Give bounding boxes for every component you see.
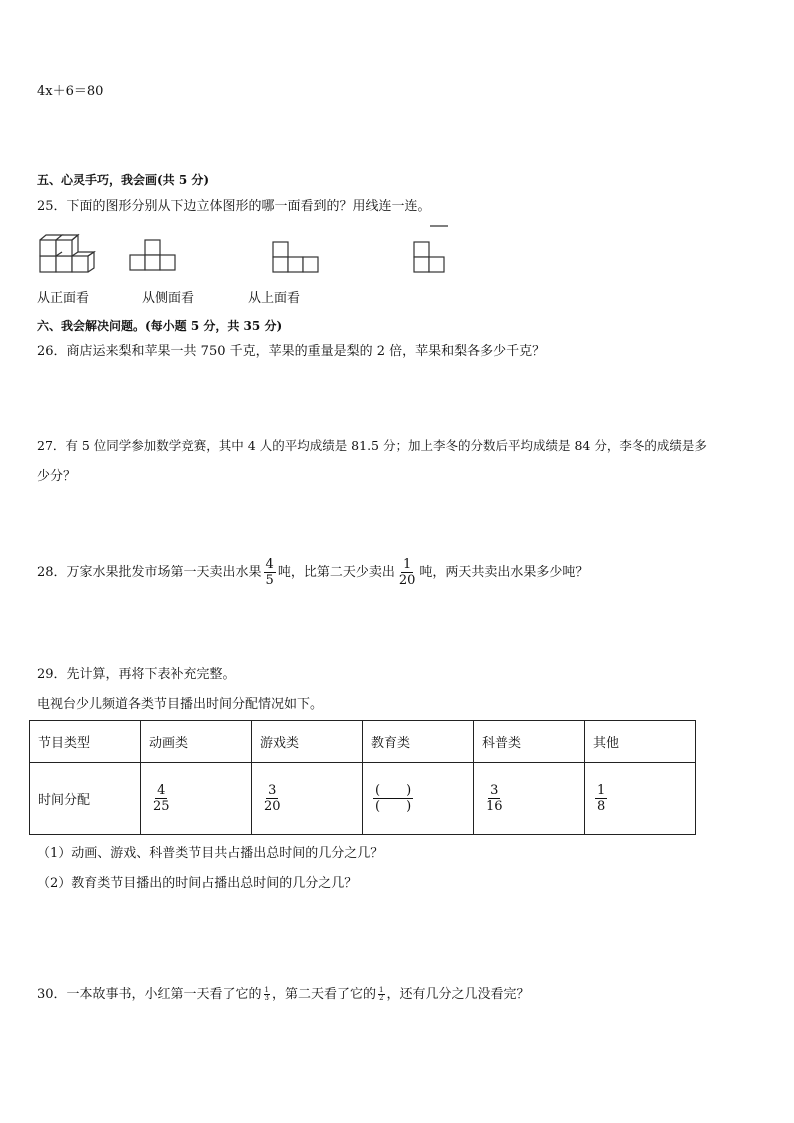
question-25: 25．下面的图形分别从下边立体图形的哪一面看到的？用线连一连。 (37, 199, 431, 214)
table-cell-type: 动画类 (141, 721, 252, 763)
fraction-one-half (378, 987, 384, 1002)
fraction-denominator: 3 (264, 994, 270, 1002)
view-figure-c (414, 240, 450, 280)
table-cell-type: 游戏类 (252, 721, 363, 763)
section-5-heading: 五、心灵手巧，我会画(共 5 分) (37, 173, 210, 187)
question-29-line-1: 29．先计算，再将下表补充完整。 (37, 667, 236, 682)
fraction-denominator: 5 (265, 573, 274, 588)
fraction-numerator: 4 (157, 783, 166, 798)
fraction-denominator: 20 (398, 573, 416, 588)
fraction (151, 784, 172, 813)
solid-figure (38, 232, 102, 276)
fraction-one-twentieth (397, 558, 418, 587)
question-28 (37, 556, 588, 590)
fraction-numerator-blank[interactable]: ( ) (375, 783, 412, 798)
question-29-sub-2: （2）教育类节目播出的时间占播出总时间的几分之几？ (37, 876, 358, 891)
table-header-cell: 节目类型 (30, 721, 141, 763)
table-row-types (30, 721, 696, 763)
table-cell-type: 其他 (585, 721, 696, 763)
question-27-line-1: 27．有 5 位同学参加数学竞赛，其中 4 人的平均成绩是 81.5 分；加上李冬的分数后平均成绩是 84 分，李冬的成绩是多 (37, 438, 707, 453)
table-cell-fraction (141, 763, 252, 835)
fraction-denominator: 2 (379, 994, 384, 1002)
view-label-front: 从正面看 (37, 291, 90, 306)
table-cell-type: 科普类 (474, 721, 585, 763)
table-cell-fraction (474, 763, 585, 835)
question-28-text-2: 吨，比第二天少卖出 (277, 565, 395, 580)
question-30-text-2: ，第二天看了它的 (272, 987, 377, 1002)
table-cell-fraction (585, 763, 696, 835)
fraction-numerator: 1 (264, 986, 270, 994)
question-30-text-1: 30．一本故事书，小红第一天看了它的 (37, 987, 262, 1002)
fraction (484, 784, 505, 813)
blank-fraction[interactable] (373, 784, 413, 813)
table-cell-fraction-blank (363, 763, 474, 835)
question-28-text-3: 吨，两天共卖出水果多少吨？ (419, 565, 589, 580)
fraction-numerator: 1 (597, 783, 606, 798)
view-label-side: 从侧面看 (142, 291, 195, 306)
table-header-cell: 时间分配 (30, 763, 141, 835)
fraction-denominator-blank[interactable]: ( ) (375, 799, 412, 814)
fraction (595, 784, 607, 813)
question-27-line-2: 少分？ (37, 469, 77, 484)
fraction-numerator: 4 (265, 557, 274, 572)
table-cell-type: 教育类 (363, 721, 474, 763)
question-30 (37, 982, 530, 1008)
equation: 4x＋6＝80 (37, 84, 104, 99)
section-6-heading: 六、我会解决问题。(每小题 5 分，共 35 分) (37, 319, 283, 333)
fraction-denominator: 25 (153, 799, 170, 814)
question-29-line-2: 电视台少儿频道各类节目播出时间分配情况如下。 (37, 697, 324, 712)
table-cell-fraction (252, 763, 363, 835)
question-29-sub-1: （1）动画、游戏、科普类节目共占播出总时间的几分之几？ (37, 846, 384, 861)
question-30-text-3: ，还有几分之几没看完？ (386, 987, 530, 1002)
fraction-numerator: 1 (379, 986, 384, 994)
view-label-top: 从上面看 (248, 291, 301, 306)
fraction-denominator: 20 (264, 799, 281, 814)
fraction-denominator: 8 (597, 799, 606, 814)
fraction-numerator: 3 (490, 783, 499, 798)
fraction-four-fifths (264, 558, 276, 587)
program-time-table (29, 720, 696, 835)
view-figure-a (130, 238, 178, 274)
view-figure-b (273, 240, 321, 276)
fraction (262, 784, 283, 813)
question-28-text-1: 28．万家水果批发市场第一天卖出水果 (37, 565, 262, 580)
fraction-numerator: 1 (402, 557, 412, 572)
fraction-numerator: 3 (268, 783, 277, 798)
fraction-one-third (264, 987, 270, 1002)
fraction-denominator: 16 (486, 799, 503, 814)
question-26: 26．商店运来梨和苹果一共 750 千克，苹果的重量是梨的 2 倍，苹果和梨各多少千克？ (37, 344, 546, 359)
table-row-time (30, 763, 696, 835)
